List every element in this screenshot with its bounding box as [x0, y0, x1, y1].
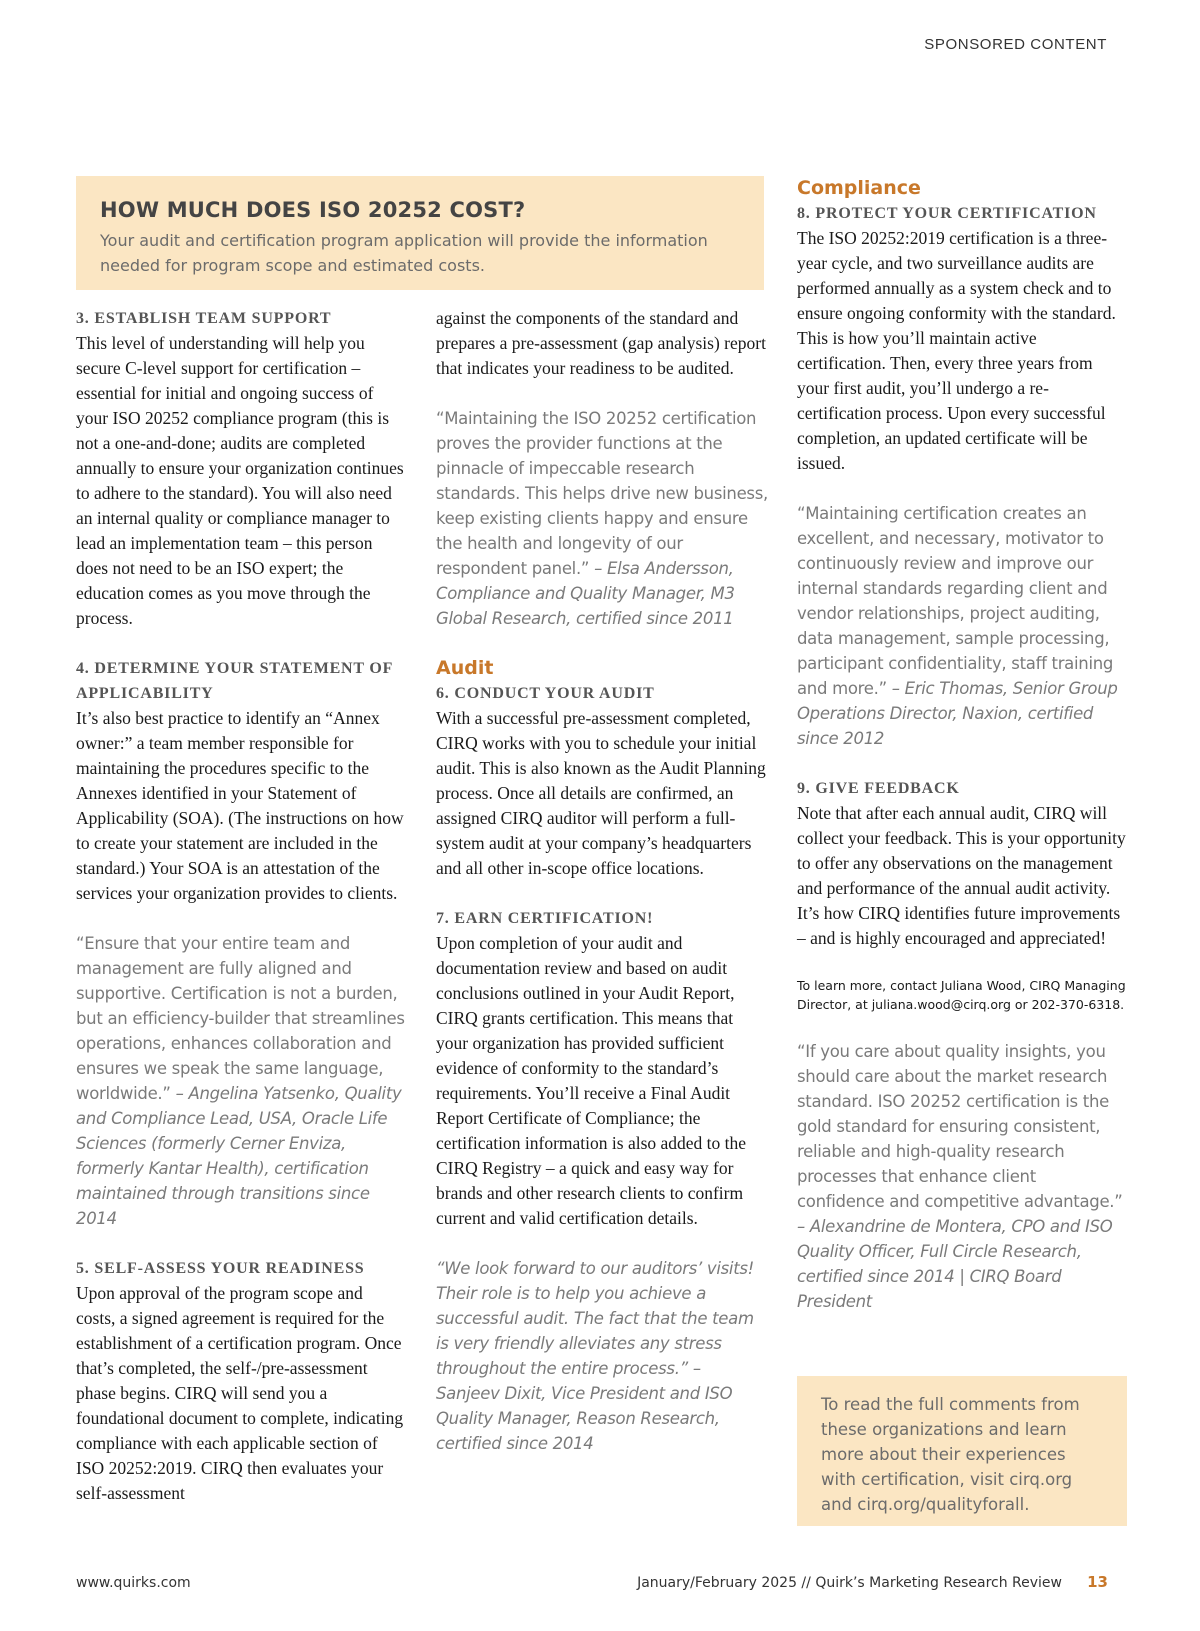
- sponsored-label: SPONSORED CONTENT: [924, 36, 1107, 53]
- step-7-heading: 7. EARN CERTIFICATION!: [436, 910, 654, 927]
- quote-thomas-text: “Maintaining certification creates an excellent, and necessary, motivator to continuously review and improve our internal standards regarding client and vendor relationships, project auditing, data management, sample processing, participant confidentiality, staff training and more.”: [797, 504, 1114, 698]
- step-8-heading: 8. PROTECT YOUR CERTIFICATION: [797, 205, 1097, 222]
- quote-de-montera-text: “If you care about quality insights, you should care about the market research standard. ISO 20252 certification is the gold standard for ensuring consistent, reliable and high-quality research processes that enhance client confidence and competitive advantage.”: [797, 1042, 1123, 1211]
- page-number: 13: [1087, 1573, 1108, 1591]
- step-6-body: With a successful pre-assessment completed, CIRQ works with you to schedule your initial audit. This is also known as the Audit Planning process. Once all details are confirmed, an assigned CIRQ auditor will perform a full-system audit at your company’s headquarters and all other in-scope office locations.: [436, 708, 766, 878]
- footer-website: www.quirks.com: [76, 1575, 191, 1591]
- column-3: [797, 176, 1127, 1314]
- quote-de-montera: [797, 1039, 1127, 1314]
- audit-section-title: Audit: [436, 657, 494, 679]
- column-2: [436, 306, 768, 1456]
- step-3-body: This level of understanding will help you secure C-level support for certification – essential for initial and ongoing success of your ISO 20252 compliance program (this is not a one-and-done; audits are completed annually to ensure your organization continues to adhere to the standard). You will also need an internal quality or compliance manager to lead an implementation team – this person does not need to be an ISO expert; the education comes as you move through the process.: [76, 333, 404, 628]
- step-5-heading: 5. SELF-ASSESS YOUR READINESS: [76, 1260, 365, 1277]
- step-6-heading: 6. CONDUCT YOUR AUDIT: [436, 685, 655, 702]
- step-4-body: It’s also best practice to identify an “Annex owner:” a team member responsible for maintaining the procedures specific to the Annexes identified in your Statement of Applicability (SOA). (The instructions on how to create your statement are included in the standard.) Your SOA is an attestation of the services your organization provides to clients.: [76, 708, 404, 903]
- step-3-heading: 3. ESTABLISH TEAM SUPPORT: [76, 310, 332, 327]
- contact-info: To learn more, contact Juliana Wood, CIRQ Managing Director, at juliana.wood@cirq.org or 202-370-6318.: [797, 978, 1126, 1012]
- quote-andersson-text: “Maintaining the ISO 20252 certification proves the provider functions at the pinnacle of impeccable research standards. This helps drive new business, keep existing clients happy and ensure the health and longevity of our respondent panel.”: [436, 409, 768, 578]
- cost-callout-box: [76, 176, 764, 290]
- step-9-heading: 9. GIVE FEEDBACK: [797, 780, 960, 797]
- quote-thomas-attribution: – Eric Thomas, Senior Group Operations Director, Naxion, certified since 2012: [797, 679, 1118, 748]
- column-1: [76, 306, 406, 1506]
- step-5-continued: against the components of the standard and prepares a pre-assessment (gap analysis) report that indicates your readiness to be audited.: [436, 308, 766, 378]
- quote-de-montera-attribution: – Alexandrine de Montera, CPO and ISO Quality Officer, Full Circle Research, certified since 2014 | CIRQ Board President: [797, 1217, 1113, 1311]
- step-8-body: The ISO 20252:2019 certification is a three-year cycle, and two surveillance audits are performed annually as a system check and to ensure ongoing conformity with the standard. This is how you’ll maintain active certification. Then, every three years from your first audit, you’ll undergo a re-certification process. Upon every successful completion, an updated certificate will be issued.: [797, 228, 1116, 473]
- cost-text: Your audit and certification program application will provide the information needed for program scope and estimated costs.: [100, 231, 708, 275]
- quote-dixit: “We look forward to our auditors’ visits! Their role is to help you achieve a successful audit. The fact that the team is very friendly alleviates any stress throughout the entire process.” – Sanjeev Dixit, Vice President and ISO Quality Manager, Reason Research, certified since 2014: [436, 1259, 754, 1453]
- step-5-body: Upon approval of the program scope and costs, a signed agreement is required for the establishment of a certification program. Once that’s completed, the self-/pre-assessment phase begins. CIRQ will send you a foundational document to complete, indicating compliance with each applicable section of ISO 20252:2019. CIRQ then evaluates your self-assessment: [76, 1283, 404, 1503]
- quote-thomas: [797, 501, 1127, 751]
- quote-yatsenko-attribution: – Angelina Yatsenko, Quality and Compliance Lead, USA, Oracle Life Sciences (formerly Cerner Enviza, formerly Kantar Health), certification maintained through transitions since 2014: [76, 1084, 402, 1228]
- step-4-heading: 4. DETERMINE YOUR STATEMENT OF APPLICABILITY: [76, 660, 393, 702]
- quote-andersson: [436, 406, 768, 631]
- quote-andersson-attribution: – Elsa Andersson, Compliance and Quality Manager, M3 Global Research, certified since 2011: [436, 559, 735, 628]
- read-more-text: To read the full comments from these organizations and learn more about their experiences with certification, visit cirq.org and cirq.org/qualityforall.: [821, 1395, 1080, 1514]
- quote-yatsenko: [76, 931, 406, 1231]
- read-more-callout-box: [797, 1376, 1127, 1526]
- cost-title: HOW MUCH DOES ISO 20252 COST?: [100, 198, 526, 222]
- footer-issue: January/February 2025 // Quirk’s Marketing Research Review: [637, 1575, 1062, 1591]
- compliance-section-title: Compliance: [797, 177, 921, 199]
- quote-yatsenko-text: “Ensure that your entire team and management are fully aligned and supportive. Certification is not a burden, but an efficiency-builder that streamlines operations, enhances collaboration and ensures we speak the same language, worldwide.”: [76, 934, 405, 1103]
- step-7-body: Upon completion of your audit and documentation review and based on audit conclusions outlined in your Audit Report, CIRQ grants certification. This means that your organization has provided sufficient evidence of conformity to the standard’s requirements. You’ll receive a Final Audit Report Certificate of Compliance; the certification information is also added to the CIRQ Registry – a quick and easy way for brands and other research clients to confirm current and valid certification details.: [436, 933, 747, 1228]
- step-9-body: Note that after each annual audit, CIRQ will collect your feedback. This is your opportunity to offer any observations on the management and performance of the annual audit activity. It’s how CIRQ identifies future improvements – and is highly encouraged and appreciated!: [797, 803, 1126, 948]
